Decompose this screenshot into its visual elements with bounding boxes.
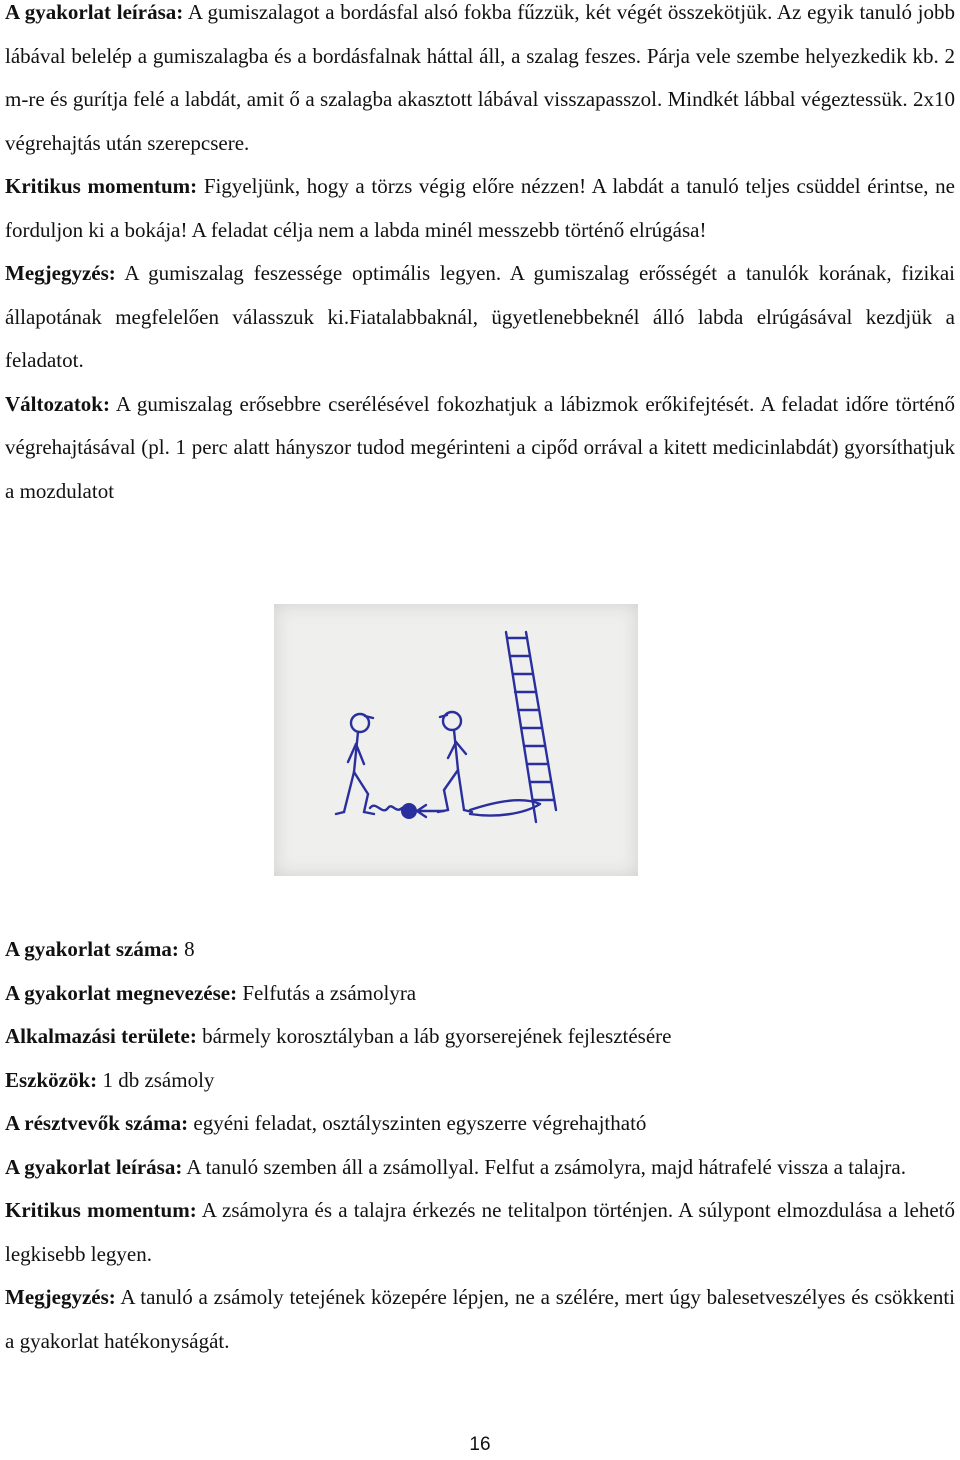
note-text: A gumiszalag feszessége optimális legyen. A gumiszalag erősségét a tanulók korának, fizikai állapotának megfelelően válasszuk ki.Fiatalabbaknál, ügyetlenebbeknél álló labda elrúgásával kezdjük a feladatot. — [5, 261, 956, 372]
critical-text-2: A zsámolyra és a talajra érkezés ne telitalpon történjen. A súlypont elmozdulása a lehető legkisebb legyen. — [5, 1198, 956, 1266]
critical-moment — [5, 165, 955, 252]
number-value: 8 — [184, 937, 195, 961]
description-text: A gumiszalagot a bordásfal alsó fokba fűzzük, két végét összekötjük. Az egyik tanuló jobb lábával belelép a gumiszalagba és a bordásfalnak háttal áll, a szalag feszes. Párja vele szembe helyezkedik kb. 2 m-re és gurítja felé a labdát, amit ő a szalagba akasztott lábával visszapasszol. Mindkét lábbal végeztessük. 2x10 végrehajtás után szerepcsere. — [5, 0, 956, 155]
critical-moment-2 — [5, 1189, 955, 1276]
note-text-2: A tanuló a zsámoly tetejének közepére lépjen, ne a szélére, mert úgy balesetveszélyes és csökkenti a gyakorlat hatékonyságát. — [5, 1285, 956, 1353]
area-value: bármely korosztályban a láb gyorserejének fejlesztésére — [202, 1024, 672, 1048]
ball-icon — [401, 803, 417, 819]
application-area — [5, 1015, 955, 1059]
note — [5, 252, 955, 383]
stick-figure-drawing — [274, 604, 638, 876]
note-2 — [5, 1276, 955, 1363]
stick-figure-left — [336, 714, 374, 814]
stick-figure-right — [438, 712, 472, 812]
tools — [5, 1059, 955, 1103]
variants — [5, 383, 955, 514]
description-label: A gyakorlat leírása: — [5, 0, 184, 24]
variants-text: A gumiszalag erősebbre cserélésével fokozhatjuk a lábizmok erőkifejtését. A feladat időre történő végrehajtásával (pl. 1 perc alatt hányszor tudod megérinteni a cipőd orrával a kitett medicinlabdát) gyorsíthatjuk a mozdulatot — [5, 391, 956, 503]
note-label-2: Megjegyzés: — [5, 1285, 116, 1309]
rubber-band-loop — [470, 800, 540, 815]
exercise-description — [5, 0, 955, 165]
number-label: A gyakorlat száma: — [5, 937, 179, 961]
area-label: Alkalmazási területe: — [5, 1024, 197, 1048]
participants-value: egyéni feladat, osztályszinten egyszerre végrehajtható — [193, 1111, 647, 1135]
name-value: Felfutás a zsámolyra — [242, 980, 417, 1005]
page-number: 16 — [469, 1434, 491, 1455]
exercise-number — [5, 928, 955, 972]
participants — [5, 1102, 955, 1146]
participants-label: A résztvevők száma: — [5, 1111, 189, 1135]
exercise-description-2 — [5, 1146, 955, 1190]
critical-label: Kritikus momentum: — [5, 174, 198, 198]
section-1 — [5, 0, 955, 513]
note-label: Megjegyzés: — [5, 261, 116, 285]
variants-label: Változatok: — [5, 391, 110, 416]
critical-text: Figyeljünk, hogy a törzs végig előre nézzen! A labdát a tanuló teljes csüddel érintse, ne forduljon ki a bokája! A feladat célja nem a labda minél messzebb történő elrúgása! — [5, 174, 956, 242]
name-label: A gyakorlat megnevezése: — [5, 980, 238, 1005]
description-label-2: A gyakorlat leírása: — [5, 1154, 183, 1179]
tools-value: 1 db zsámoly — [102, 1067, 215, 1092]
exercise-illustration — [274, 604, 638, 876]
description-text-2: A tanuló szemben áll a zsámollyal. Felfut a zsámolyra, majd hátrafelé vissza a talajra. — [186, 1154, 906, 1179]
ball-path-squiggle — [370, 806, 402, 811]
critical-label-2: Kritikus momentum: — [5, 1198, 197, 1222]
section-2 — [5, 928, 955, 1363]
tools-label: Eszközök: — [5, 1067, 98, 1092]
exercise-name — [5, 972, 955, 1016]
